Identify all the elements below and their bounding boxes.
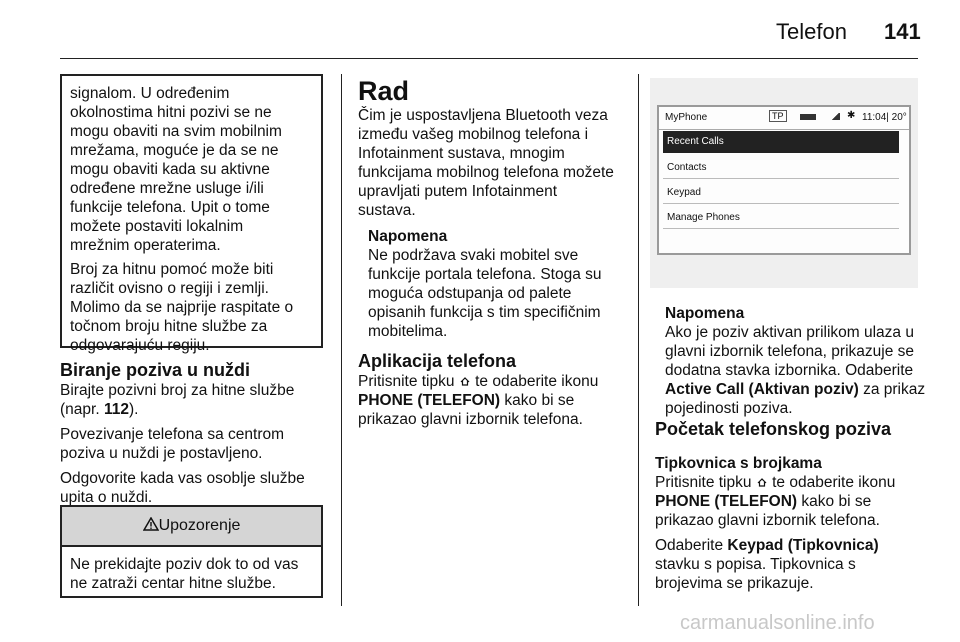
info-box-para1 <box>70 84 313 255</box>
warning-header <box>62 507 321 547</box>
warning-icon <box>143 517 159 531</box>
text-line: Broj za hitnu pomoć može biti <box>70 261 274 278</box>
text-line: stavku s popisa. Tipkovnica s <box>655 556 856 573</box>
text-line: sustava. <box>358 202 416 219</box>
text-line: signalom. U određenim <box>70 85 230 102</box>
section-title: Aplikacija telefona <box>358 351 517 371</box>
text-span: ). <box>128 401 139 418</box>
text-line: mogu obaviti kada su aktivne <box>70 161 270 178</box>
text-line: između vašeg mobilnog telefona i <box>358 126 589 143</box>
page-header-title: Telefon <box>776 19 847 44</box>
text-span: (napr. <box>60 401 104 418</box>
phone-screen-image <box>650 78 918 288</box>
text-line: upravljati putem Infotainment <box>358 183 558 200</box>
text-line: ne zatraži centar hitne službe. <box>70 575 276 592</box>
signal-icon <box>831 113 840 120</box>
text-span: kako bi se <box>500 392 575 409</box>
info-box-para2 <box>70 260 313 355</box>
text-line <box>665 380 950 399</box>
bold-label: PHONE (TELEFON) <box>655 493 798 510</box>
text-line: Ne podržava svaki mobitel sve <box>368 247 579 264</box>
header-divider <box>60 58 918 59</box>
watermark: carmanualsonline.info <box>680 612 875 634</box>
text-line: glavni izbornik telefona, prikazuje se <box>665 343 914 360</box>
menu-item-manage-phones[interactable]: Manage Phones <box>663 207 899 229</box>
text-line: funkcijama mobilnog telefona možete <box>358 164 614 181</box>
text-line: Povezivanje telefona sa centrom <box>60 426 285 443</box>
text-line: Ako je poziv aktivan prilikom ulaza u <box>665 324 914 341</box>
text-line: opisanih funkcija s tim specifičnim <box>368 304 601 321</box>
bluetooth-icon: ✱ <box>847 110 856 121</box>
operation-section <box>358 76 633 429</box>
text-line: prikazao glavni izbornik telefona. <box>655 512 880 529</box>
text-line: mogu obaviti na svim mobilnim <box>70 123 282 140</box>
text-line: odgovarajuću regiju. <box>70 337 210 354</box>
note-title: Napomena <box>368 228 448 245</box>
text-line: dodatna stavka izbornika. Odaberite <box>665 362 914 379</box>
tp-indicator: TP <box>769 110 787 122</box>
text-line <box>655 473 950 492</box>
text-line: Infotainment sustava, mnogim <box>358 145 565 162</box>
text-line: funkcije portala telefona. Stoga su <box>368 266 602 283</box>
text-span: te odaberite ikonu <box>772 474 896 491</box>
section-heading: Rad <box>358 76 410 106</box>
text-line <box>655 492 950 511</box>
text-span: Pritisnite tipku <box>358 373 455 390</box>
warning-body <box>62 547 321 601</box>
emergency-number: 112 <box>103 401 129 418</box>
text-line <box>60 400 330 419</box>
text-line: upita o nuždi. <box>60 489 153 506</box>
text-line: funkcije telefona. Upit o tome <box>70 199 270 216</box>
text-line: poziva u nuždi je postavljeno. <box>60 445 263 462</box>
text-line: točnom broju hitne službe za <box>70 318 268 335</box>
page-number: 141 <box>884 19 921 44</box>
home-button-icon <box>459 375 471 387</box>
text-line: različit ovisno o regiji i zemlji. <box>70 280 269 297</box>
menu-item-keypad[interactable]: Keypad <box>663 182 899 204</box>
text-span: Odaberite <box>655 537 728 554</box>
text-line: okolnostima hitni pozivi se ne <box>70 104 272 121</box>
text-line <box>655 536 950 555</box>
text-line: mobitelima. <box>368 323 448 340</box>
bold-label: PHONE (TELEFON) <box>358 392 501 409</box>
menu-item-contacts[interactable]: Contacts <box>663 157 899 179</box>
text-line: možete postaviti lokalnim <box>70 218 244 235</box>
menu-item-recent-calls[interactable]: Recent Calls <box>663 131 899 153</box>
text-line: mrežnim operaterima. <box>70 237 221 254</box>
bold-label: Keypad (Tipkovnica) <box>727 537 879 554</box>
battery-icon <box>800 114 816 120</box>
text-line <box>358 372 633 391</box>
text-line: brojevima se prikazuje. <box>655 575 814 592</box>
text-line: moguća odstupanja od palete <box>368 285 572 302</box>
text-line: Ne prekidajte poziv dok to od vas <box>70 556 299 573</box>
text-line: određene mrežne usluge i/ili <box>70 180 264 197</box>
column-divider-1 <box>341 74 342 606</box>
text-line: mrežama, moguće je da se ne <box>70 142 279 159</box>
info-box <box>60 74 323 354</box>
text-span: za prikaz <box>858 381 926 398</box>
column-divider-2 <box>638 74 639 606</box>
screen-title: MyPhone <box>665 112 708 123</box>
call-start-body <box>655 418 950 593</box>
sub-title: Tipkovnica s brojkama <box>655 455 822 472</box>
infotainment-screen <box>657 105 911 255</box>
bold-label: Active Call (Aktivan poziv) <box>665 381 859 398</box>
clock-readout: 11:04| 20° <box>862 112 907 123</box>
text-span: Pritisnite tipku <box>655 474 752 491</box>
text-line: Molimo da se najprije raspitate o <box>70 299 294 316</box>
section-title: Biranje poziva u nuždi <box>60 360 251 380</box>
screen-status-bar <box>659 107 909 130</box>
section-title: Početak telefonskog poziva <box>655 419 892 439</box>
emergency-section <box>60 359 330 507</box>
note-title: Napomena <box>665 305 745 322</box>
warning-box <box>60 505 323 598</box>
home-button-icon <box>756 476 768 488</box>
call-start-section <box>665 304 950 418</box>
text-line: Birajte pozivni broj za hitne službe <box>60 382 295 399</box>
text-span: kako bi se <box>797 493 872 510</box>
text-line: Čim je uspostavljena Bluetooth veza <box>358 107 608 124</box>
note-block <box>368 227 633 341</box>
text-line: prikazao glavni izbornik telefona. <box>358 411 583 428</box>
text-line: pojedinosti poziva. <box>665 400 793 417</box>
text-span: te odaberite ikonu <box>475 373 599 390</box>
text-line <box>358 391 633 410</box>
warning-title: Upozorenje <box>158 517 241 534</box>
text-line: Odgovorite kada vas osoblje službe <box>60 470 305 487</box>
